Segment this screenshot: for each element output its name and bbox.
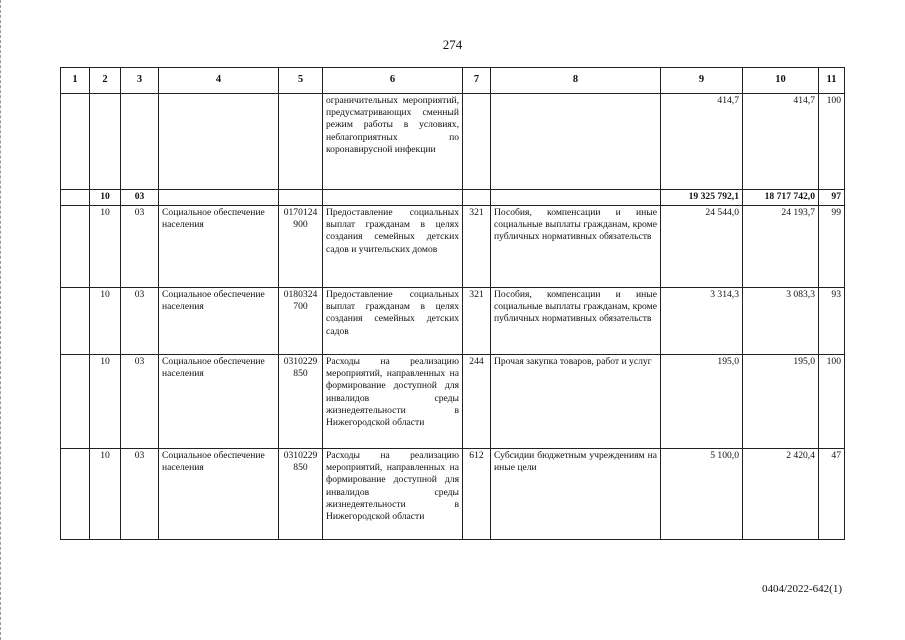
column-header-5: 5 [279, 68, 323, 94]
cell-target-article: 0310229850 [279, 355, 323, 449]
header-row [61, 68, 845, 94]
cell-target-article: 0310229850 [279, 449, 323, 540]
cell-col1 [61, 190, 90, 206]
cell-article-name: Предоставление социальных выплат гражданам в целях создания семейных детских садов и учительских домов [323, 206, 463, 288]
column-header-3: 3 [121, 68, 159, 94]
cell-planned: 19 325 792,1 [661, 190, 743, 206]
document-code: 0404/2022-642(1) [761, 583, 842, 595]
cell-article-name [323, 190, 463, 206]
cell-expense-name: Субсидии бюджетным учреждениям на иные цели [491, 449, 661, 540]
table-row [61, 288, 845, 355]
cell-executed: 414,7 [743, 94, 819, 190]
cell-expense-name [491, 94, 661, 190]
cell-planned: 195,0 [661, 355, 743, 449]
cell-executed: 2 420,4 [743, 449, 819, 540]
cell-subsection: 03 [121, 355, 159, 449]
cell-section [90, 94, 121, 190]
cell-subsection: 03 [121, 449, 159, 540]
cell-planned: 24 544,0 [661, 206, 743, 288]
cell-target-article [279, 190, 323, 206]
cell-subsection [121, 94, 159, 190]
cell-expense-type [463, 94, 491, 190]
column-header-10: 10 [743, 68, 819, 94]
table-row [61, 94, 845, 190]
cell-section-name: Социальное обеспечение населения [159, 206, 279, 288]
cell-expense-name: Пособия, компенсации и иные социальные выплаты гражданам, кроме публичных нормативных обязательств [491, 206, 661, 288]
cell-section: 10 [90, 355, 121, 449]
cell-expense-type [463, 190, 491, 206]
budget-table [60, 67, 845, 540]
cell-section-name: Социальное обеспечение населения [159, 449, 279, 540]
cell-section: 10 [90, 190, 121, 206]
cell-section-name [159, 190, 279, 206]
cell-planned: 414,7 [661, 94, 743, 190]
cell-section-name: Социальное обеспечение населения [159, 288, 279, 355]
table-row [61, 206, 845, 288]
cell-expense-name: Пособия, компенсации и иные социальные выплаты гражданам, кроме публичных нормативных обязательств [491, 288, 661, 355]
cell-planned: 3 314,3 [661, 288, 743, 355]
cell-executed: 3 083,3 [743, 288, 819, 355]
cell-expense-name: Прочая закупка товаров, работ и услуг [491, 355, 661, 449]
cell-col1 [61, 206, 90, 288]
column-header-7: 7 [463, 68, 491, 94]
cell-col1 [61, 449, 90, 540]
cell-subsection: 03 [121, 206, 159, 288]
column-header-9: 9 [661, 68, 743, 94]
table-row [61, 355, 845, 449]
cell-article-name: Расходы на реализацию мероприятий, направленных на формирование доступной для инвалидов среды жизнедеятельности в Нижегородской области [323, 449, 463, 540]
cell-section: 10 [90, 288, 121, 355]
cell-percent: 99 [819, 206, 845, 288]
cell-section-name [159, 94, 279, 190]
cell-expense-name [491, 190, 661, 206]
column-header-1: 1 [61, 68, 90, 94]
cell-planned: 5 100,0 [661, 449, 743, 540]
table-row [61, 449, 845, 540]
column-header-11: 11 [819, 68, 845, 94]
cell-expense-type: 612 [463, 449, 491, 540]
cell-section-name: Социальное обеспечение населения [159, 355, 279, 449]
cell-expense-type: 321 [463, 288, 491, 355]
cell-executed: 18 717 742,0 [743, 190, 819, 206]
cell-article-name: Предоставление социальных выплат гражданам в целях создания семейных детских садов [323, 288, 463, 355]
cell-section: 10 [90, 449, 121, 540]
column-header-2: 2 [90, 68, 121, 94]
cell-percent: 97 [819, 190, 845, 206]
cell-percent: 47 [819, 449, 845, 540]
table-row-subtotal [61, 190, 845, 206]
cell-subsection: 03 [121, 190, 159, 206]
cell-executed: 195,0 [743, 355, 819, 449]
column-header-4: 4 [159, 68, 279, 94]
cell-target-article: 0180324700 [279, 288, 323, 355]
cell-article-name: ограничительных мероприятий, предусматривающих сменный режим работы в условиях, неблагоприятных по коронавирусной инфекции [323, 94, 463, 190]
column-header-8: 8 [491, 68, 661, 94]
cell-col1 [61, 288, 90, 355]
cell-expense-type: 244 [463, 355, 491, 449]
cell-expense-type: 321 [463, 206, 491, 288]
cell-executed: 24 193,7 [743, 206, 819, 288]
cell-col1 [61, 355, 90, 449]
left-margin-rule [0, 0, 3, 640]
cell-subsection: 03 [121, 288, 159, 355]
column-header-6: 6 [323, 68, 463, 94]
cell-target-article [279, 94, 323, 190]
cell-article-name: Расходы на реализацию мероприятий, направленных на формирование доступной для инвалидов среды жизнедеятельности в Нижегородской области [323, 355, 463, 449]
cell-target-article: 0170124900 [279, 206, 323, 288]
cell-percent: 93 [819, 288, 845, 355]
cell-percent: 100 [819, 355, 845, 449]
page-number: 274 [442, 37, 463, 52]
cell-percent: 100 [819, 94, 845, 190]
cell-section: 10 [90, 206, 121, 288]
cell-col1 [61, 94, 90, 190]
